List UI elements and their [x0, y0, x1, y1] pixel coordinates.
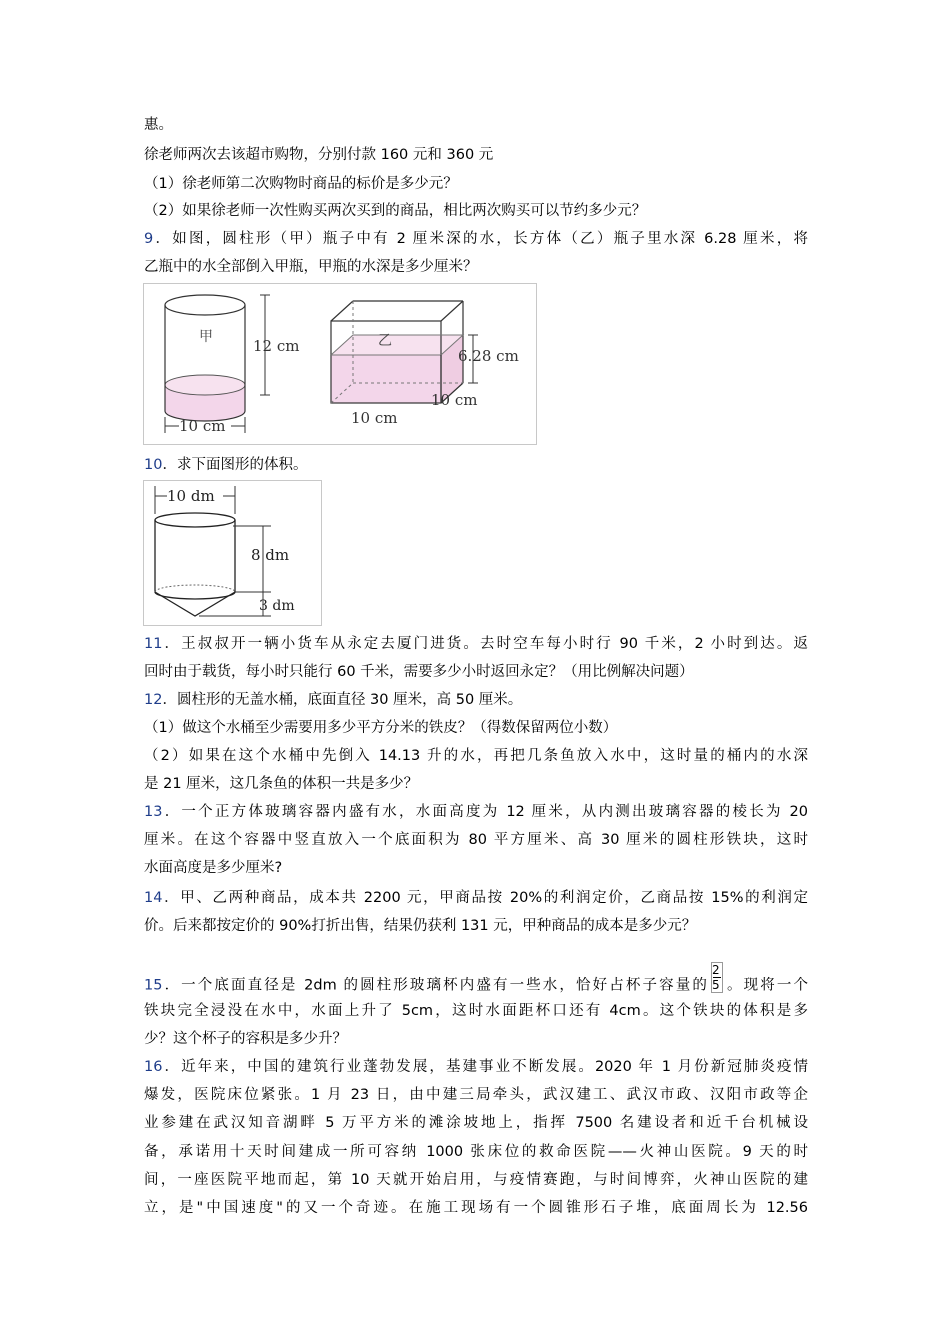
text-line: 少？这个杯子的容积是多少升？ [144, 1031, 347, 1047]
label-jia: 甲 [199, 329, 213, 345]
question-number: 9 [144, 231, 154, 247]
question-9: 9．如图，圆柱形（甲）瓶子中有 2 厘米深的水，长方体（乙）瓶子里水深 6.28 厘米，将 [144, 231, 808, 247]
figure-cylinder-with-cone [143, 480, 323, 627]
text-line: 铁块完全浸没在水中，水面上升了 5cm，这时水面距杯口还有 4cm。这个铁块的体积是多 [144, 1003, 808, 1019]
text-line: （2）如果在这个水桶中先倒入 14.13 升的水，再把几条鱼放入水中，这时量的桶内的水深 [144, 748, 808, 764]
text-line: 爆发，医院床位紧张。1 月 23 日，由中建三局牵头，武汉建工、武汉市政、汉阳市政等企 [144, 1087, 808, 1103]
label-height-yi: 6.28 cm [458, 347, 519, 365]
text-line: （2）如果徐老师一次性购买两次买到的商品，相比两次购买可以节约多少元？ [144, 203, 647, 219]
question-number: 14 [144, 890, 163, 906]
question-13: 13．一个正方体玻璃容器内盛有水，水面高度为 12 厘米，从内测出玻璃容器的棱长为 20 [144, 804, 808, 820]
label-yi: 乙 [378, 333, 392, 349]
question-14: 14．甲、乙两种商品，成本共 2200 元，甲商品按 20%的利润定价，乙商品按 15%的利润定 [144, 890, 808, 906]
label-cone-height: 3 dm [259, 598, 295, 614]
text-line: 厘米。在这个容器中竖直放入一个底面积为 80 平方厘米、高 30 厘米的圆柱形铁块，这时 [144, 832, 808, 848]
fraction-two-fifths: $\frac{2}{5}$ [711, 962, 723, 993]
text-line: 水面高度是多少厘米? [144, 860, 283, 876]
question-number: 10 [144, 457, 163, 473]
figure-cylinder-and-cuboid [143, 283, 538, 446]
question-number: 15 [144, 977, 163, 994]
text-line: 乙瓶中的水全部倒入甲瓶，甲瓶的水深是多少厘米？ [144, 259, 478, 275]
text-line: 徐老师两次去该超市购物，分别付款 160 元和 360 元 [144, 147, 494, 163]
question-number: 12 [144, 692, 163, 708]
text-line: 价。后来都按定价的 90%打折出售，结果仍获利 131 元，甲种商品的成本是多少元？ [144, 918, 697, 934]
text-line: 是 21 厘米，这几条鱼的体积一共是多少？ [144, 776, 419, 792]
text-line: 间，一座医院平地而起，第 10 天就开始启用，与疫情赛跑，与时间博弈，火神山医院的建 [144, 1172, 808, 1188]
label-width-yi: 10 cm [351, 409, 398, 427]
question-15: 15．一个底面直径是 2dm 的圆柱形玻璃杯内盛有一些水，恰好占杯子容量的 $\frac{2}{5}$ 。现将一个 [144, 963, 808, 994]
question-number: 11 [144, 636, 163, 652]
text-line: 备，承诺用十天时间建成一所可容纳 1000 张床位的救命医院——火神山医院。9 天的时 [144, 1144, 808, 1160]
label-height-jia: 12 cm [253, 337, 300, 355]
text-line: 惠。 [144, 117, 173, 133]
question-12: 12．圆柱形的无盖水桶，底面直径 30 厘米，高 50 厘米。 [144, 692, 523, 708]
label-depth-yi: 10 cm [431, 391, 478, 409]
label-diameter: 10 dm [167, 487, 215, 505]
question-11: 11．王叔叔开一辆小货车从永定去厦门进货。去时空车每小时行 90 千米，2 小时到达。返 [144, 636, 808, 652]
question-number: 16 [144, 1059, 163, 1075]
question-number: 13 [144, 804, 163, 820]
text-line: 回时由于载货，每小时只能行 60 千米，需要多少小时返回永定？（用比例解决问题） [144, 664, 694, 680]
text-line: 立，是"中国速度"的又一个奇迹。在施工现场有一个圆锥形石子堆，底面周长为 12.56 [144, 1200, 808, 1216]
text-line: （1）做这个水桶至少需要用多少平方分米的铁皮？（得数保留两位小数） [144, 720, 618, 736]
text-line: （1）徐老师第二次购物时商品的标价是多少元？ [144, 176, 458, 192]
label-cylinder-height: 8 dm [251, 546, 290, 564]
question-16: 16．近年来，中国的建筑行业蓬勃发展，基建事业不断发展。2020 年 1 月份新冠肺炎疫情 [144, 1059, 808, 1075]
question-10: 10．求下面图形的体积。 [144, 457, 308, 473]
text-line: 业参建在武汉知音湖畔 5 万平方米的滩涂坡地上，指挥 7500 名建设者和近千台机械设 [144, 1115, 808, 1131]
label-diameter-jia: 10 cm [179, 417, 226, 435]
